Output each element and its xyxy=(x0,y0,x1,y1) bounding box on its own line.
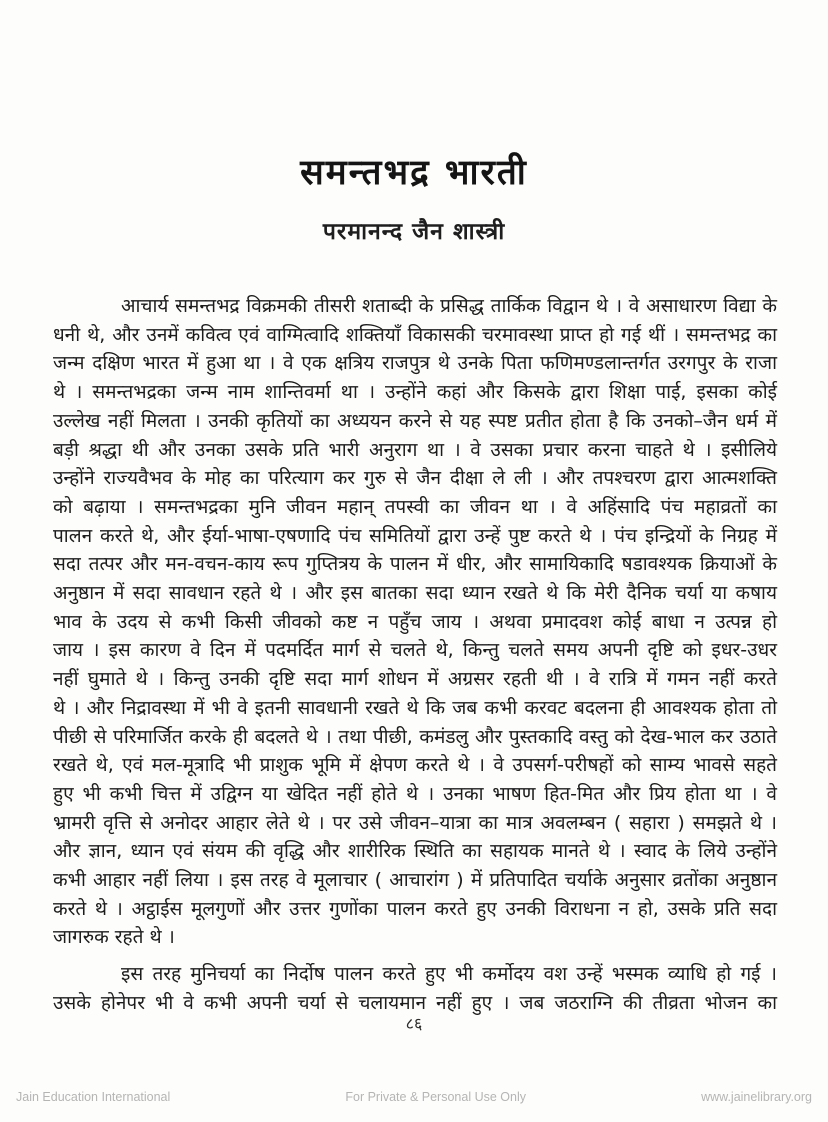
text-line: नहीं घुमाते थे । किन्तु उनकी दृष्टि सदा मार्ग शोधन में अग्रसर रहती थी । वे रात्रि में गमन नहीं करते xyxy=(53,668,777,691)
text-line: जन्म दक्षिण भारत में हुआ था । वे एक क्षत्रिय राजपुत्र थे उनके पिता फणिमण्डलान्तर्गत उरगपुर के राजा xyxy=(53,352,777,375)
text-line: उसके होनेपर भी वे कभी अपनी चर्या से चलायमान नहीं हुए । जब जठराग्नि की तीव्रता भोजन का xyxy=(53,991,777,1014)
text-line: करते थे । अट्ठाईस मूलगुणों और उत्तर गुणोंका पालन करते हुए उनकी विराधना न हो, उसके प्रति सदा xyxy=(53,897,777,920)
text-line: भ्रामरी वृत्ति से अनोदर आहार लेते थे । पर उसे जीवन–यात्रा का मात्र अवलम्बन ( सहारा ) समझते थे । xyxy=(53,811,777,834)
text-line: पालन करते थे, और ईर्या-भाषा-एषणादि पंच समितियों द्वारा उन्हें पुष्ट करते थे । पंच इन्द्रियों के निग्रह में xyxy=(53,524,777,547)
text-line: उन्होंने राज्यवैभव के मोह का परित्याग कर गुरु से जैन दीक्षा ले ली । और तपश्चरण द्वारा आत्मशक्ति xyxy=(53,467,777,490)
page-title: समन्तभद्र भारती xyxy=(300,153,528,193)
text-line: अनुष्ठान में सदा सावधान रहते थे । और इस बातका सदा ध्यान रखते थे कि मेरी दैनिक चर्या या कषाय xyxy=(53,582,777,605)
text-line: उल्लेख नहीं मिलता । उनकी कृतियों का अध्ययन करने से यह स्पष्ट प्रतीत होता है कि उनको–जैन धर्म में xyxy=(53,409,777,432)
author-name: परमानन्द जैन शास्त्री xyxy=(322,219,506,245)
footer-center-text: For Private & Personal Use Only xyxy=(345,1090,526,1104)
text-line: इस तरह मुनिचर्या का निर्दोष पालन करते हुए भी कर्मोदय वश उन्हें भस्मक व्याधि हो गई । xyxy=(121,963,777,986)
text-line: कभी आहार नहीं लिया । इस तरह वे मूलाचार ( आचारांग ) में प्रतिपादित चर्याके अनुसार व्रतोंका अनुष्ठान xyxy=(53,869,777,892)
footer-right-url: www.jainelibrary.org xyxy=(701,1090,812,1104)
text-line: सदा तत्पर और मन-वचन-काय रूप गुप्तित्रय के पालन में धीर, और सामायिकादि षडावश्यक क्रियाओं के xyxy=(53,553,777,576)
text-line: आचार्य समन्तभद्र विक्रमकी तीसरी शताब्दी के प्रसिद्ध तार्किक विद्वान थे । वे असाधारण विद्या के xyxy=(121,295,777,317)
text-line: धनी थे, और उनमें कवित्व एवं वाग्मित्वादि शक्तियाँ विकासकी चरमावस्था प्राप्त हो गई थीं । समन्तभद्र का xyxy=(53,323,777,346)
text-line: रखते थे, एवं मल-मूत्रादि भी प्राशुक भूमि में क्षेपण करते थे । वे उपसर्ग-परीषहों को साम्य भावसे सहते xyxy=(53,754,777,777)
text-line: थे । समन्तभद्रका जन्म नाम शान्तिवर्मा था । उन्होंने कहां और किसके द्वारा शिक्षा पाई, इसका कोई xyxy=(53,381,777,404)
text-line: हुए भी कभी चित्त में उद्विग्न या खेदित नहीं होते थे । उनका भाषण हित-मित और प्रिय होता था । वे xyxy=(53,782,777,805)
text-line: थे । और निद्रावस्था में भी वे इतनी सावधानी रखते थे कि जब कभी करवट बदलना ही आवश्यक होता तो xyxy=(53,696,777,719)
paragraph xyxy=(53,292,777,952)
text-line: और ज्ञान, ध्यान एवं संयम की वृद्धि और शारीरिक स्थिति का सहायक मानते थे । स्वाद के लिये उन्होंने xyxy=(53,840,777,863)
text-line: बड़ी श्रद्धा थी और उनका उसके प्रति भारी अनुराग था । वे उसका प्रचार करना चाहते थे । इसीलिये xyxy=(53,438,777,461)
text-line: को बढ़ाया । समन्तभद्रका मुनि जीवन महान् तपस्वी का जीवन था । वे अहिंसादि पंच महाव्रतों का xyxy=(53,495,777,518)
footer-left-text: Jain Education International xyxy=(16,1090,171,1104)
text-line: जाय । इस कारण वे दिन में पदमर्दित मार्ग से चलते थे, किन्तु चलते समय अपनी दृष्टि को इधर-उधर xyxy=(53,639,777,662)
footer xyxy=(0,1090,828,1104)
text-line: भाव के उदय से कभी किसी जीवको कष्ट न पहुँच जाय । अथवा प्रमादवश कोई बाधा न उत्पन्न हो xyxy=(53,610,777,633)
page-number: ८६ xyxy=(405,1014,423,1033)
text-line: जागरुक रहते थे । xyxy=(53,926,175,949)
paragraph xyxy=(53,960,777,1017)
body-text xyxy=(53,292,777,1018)
text-line: पीछी से परिमार्जित करके ही बदलते थे । तथा पीछी, कमंडलु और पुस्तकादि वस्तु को देख-भाल कर उठाते xyxy=(53,725,777,748)
